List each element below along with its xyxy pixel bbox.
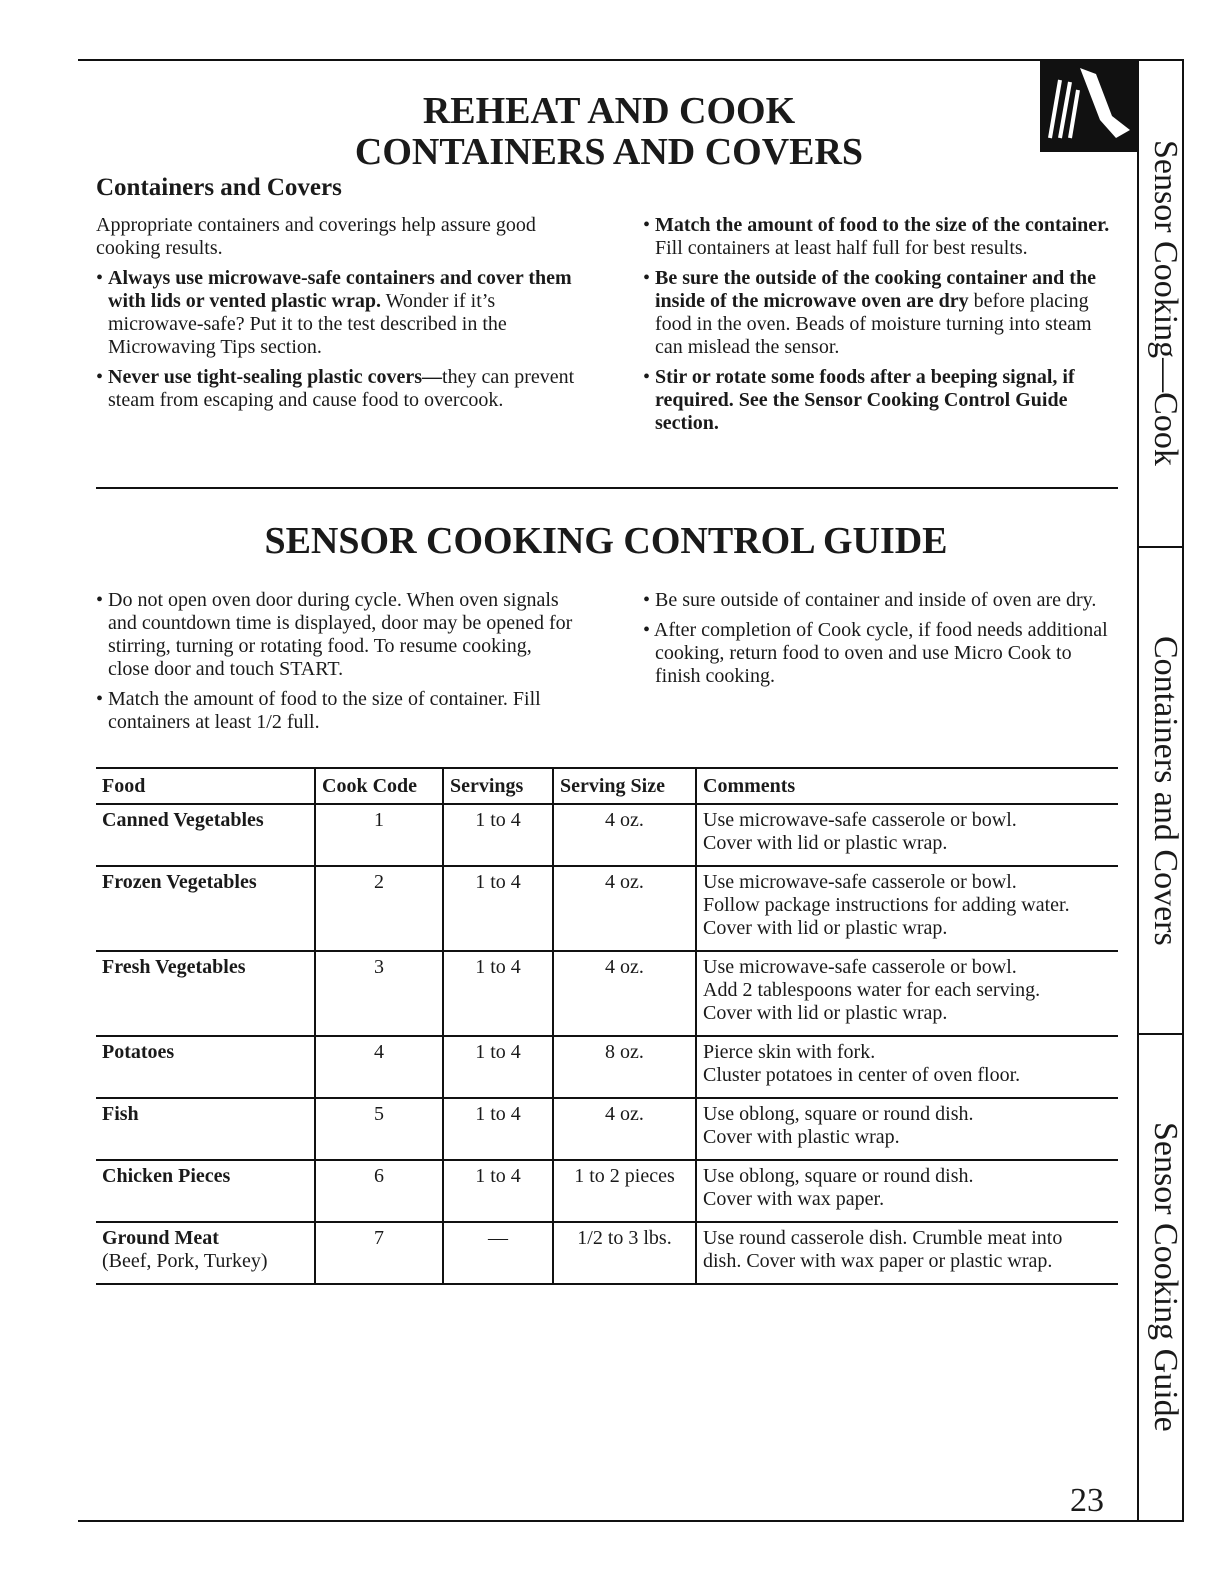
code-cell: 6 bbox=[315, 1160, 443, 1222]
comments-cell: Pierce skin with fork. Cluster potatoes in center of oven floor. bbox=[696, 1036, 1118, 1098]
guide-right-bullet-2: • After completion of Cook cycle, if food needs additional cooking, return food to oven and use Micro Cook to finish cooking. bbox=[643, 619, 1108, 687]
servings-cell: 1 to 4 bbox=[443, 804, 553, 866]
servings-cell: 1 to 4 bbox=[443, 951, 553, 1036]
sensor-guide-table bbox=[96, 767, 1118, 1285]
comments-cell: Use oblong, square or round dish. Cover with plastic wrap. bbox=[696, 1098, 1118, 1160]
servings-cell: 1 to 4 bbox=[443, 866, 553, 951]
right-bullet-2: • Be sure the outside of the cooking container and the inside of the microwave oven are dry before placing food in the oven. Beads of moisture turning into steam can mislead the sensor. bbox=[643, 267, 1096, 358]
header-comments: Comments bbox=[696, 768, 1118, 804]
guide-left-bullet-1: • Do not open oven door during cycle. When oven signals and countdown time is displayed, door may be opened for stirring, turning or rotating food. To resume cooking, close door and touch START. bbox=[96, 589, 573, 680]
servings-cell: 1 to 4 bbox=[443, 1036, 553, 1098]
table-row bbox=[96, 1160, 1118, 1222]
size-cell: 1/2 to 3 lbs. bbox=[553, 1222, 696, 1284]
guide-title: SENSOR COOKING CONTROL GUIDE bbox=[264, 520, 948, 562]
left-bullet-1: • Always use microwave-safe containers and cover them with lids or vented plastic wrap. Wonder if it’s microwave-safe? Put it to the test described in the Microwaving Tips section. bbox=[96, 267, 572, 358]
code-cell: 3 bbox=[315, 951, 443, 1036]
food-cell: Chicken Pieces bbox=[96, 1160, 315, 1222]
guide-right-column bbox=[643, 589, 1111, 695]
table-row bbox=[96, 1222, 1118, 1284]
size-cell: 4 oz. bbox=[553, 804, 696, 866]
header-food: Food bbox=[96, 768, 315, 804]
section-subheading: Containers and Covers bbox=[96, 174, 342, 201]
page-number: 23 bbox=[1070, 1482, 1104, 1519]
servings-cell: 1 to 4 bbox=[443, 1160, 553, 1222]
side-tab-sensor-guide: Sensor Cooking Guide bbox=[1147, 1122, 1184, 1432]
food-cell: Potatoes bbox=[96, 1036, 315, 1098]
code-cell: 7 bbox=[315, 1222, 443, 1284]
code-cell: 1 bbox=[315, 804, 443, 866]
comments-cell: Use microwave-safe casserole or bowl. Add 2 tablespoons water for each serving. Cover with lid or plastic wrap. bbox=[696, 951, 1118, 1036]
food-cell: Frozen Vegetables bbox=[96, 866, 315, 951]
right-bullet-3: • Stir or rotate some foods after a beeping signal, if required. See the Sensor Cooking Control Guide section. bbox=[643, 366, 1075, 434]
servings-cell: — bbox=[443, 1222, 553, 1284]
intro-text: Appropriate containers and coverings help assure good cooking results. bbox=[96, 214, 536, 259]
code-cell: 4 bbox=[315, 1036, 443, 1098]
table-header-row bbox=[96, 768, 1118, 804]
side-tab-divider-1 bbox=[1137, 546, 1184, 548]
size-cell: 4 oz. bbox=[553, 866, 696, 951]
header-serving-size: Serving Size bbox=[553, 768, 696, 804]
header-cook-code: Cook Code bbox=[315, 768, 443, 804]
table-row bbox=[96, 951, 1118, 1036]
side-tab-divider-2 bbox=[1137, 1033, 1184, 1035]
table-row bbox=[96, 1098, 1118, 1160]
containers-right-column bbox=[643, 214, 1111, 442]
comments-cell: Use microwave-safe casserole or bowl. Follow package instructions for adding water. Cover with lid or plastic wrap. bbox=[696, 866, 1118, 951]
table-row bbox=[96, 804, 1118, 866]
page-title-line2: CONTAINERS AND COVERS bbox=[354, 131, 864, 173]
guide-right-bullet-1: • Be sure outside of container and inside of oven are dry. bbox=[643, 589, 1097, 611]
food-cell: Canned Vegetables bbox=[96, 804, 315, 866]
comments-cell: Use microwave-safe casserole or bowl. Cover with lid or plastic wrap. bbox=[696, 804, 1118, 866]
table-row bbox=[96, 866, 1118, 951]
side-column-left-line bbox=[1137, 59, 1139, 1522]
size-cell: 1 to 2 pieces bbox=[553, 1160, 696, 1222]
top-rule bbox=[78, 59, 1184, 61]
size-cell: 8 oz. bbox=[553, 1036, 696, 1098]
containers-left-column bbox=[96, 214, 576, 419]
table-row bbox=[96, 1036, 1118, 1098]
size-cell: 4 oz. bbox=[553, 951, 696, 1036]
header-servings: Servings bbox=[443, 768, 553, 804]
side-tab-sensor-cook: Sensor Cooking—Cook bbox=[1147, 140, 1184, 466]
left-bullet-2: • Never use tight-sealing plastic covers—they can prevent steam from escaping and cause food to overcook. bbox=[96, 366, 575, 411]
food-cell: Ground Meat (Beef, Pork, Turkey) bbox=[96, 1222, 315, 1284]
food-cell: Fresh Vegetables bbox=[96, 951, 315, 1036]
hand-pointing-icon bbox=[1040, 60, 1138, 152]
section-divider bbox=[96, 487, 1118, 489]
guide-left-bullet-2: • Match the amount of food to the size of container. Fill containers at least 1/2 full. bbox=[96, 688, 541, 733]
code-cell: 2 bbox=[315, 866, 443, 951]
code-cell: 5 bbox=[315, 1098, 443, 1160]
page-title-line1: REHEAT AND COOK bbox=[422, 90, 796, 132]
guide-left-column bbox=[96, 589, 576, 741]
right-bullet-1: • Match the amount of food to the size of the container. Fill containers at least half full for best results. bbox=[643, 214, 1110, 259]
comments-cell: Use round casserole dish. Crumble meat into dish. Cover with wax paper or plastic wrap. bbox=[696, 1222, 1118, 1284]
side-tab-containers-covers: Containers and Covers bbox=[1147, 636, 1184, 946]
food-cell: Fish bbox=[96, 1098, 315, 1160]
bottom-rule bbox=[78, 1520, 1184, 1522]
size-cell: 4 oz. bbox=[553, 1098, 696, 1160]
comments-cell: Use oblong, square or round dish. Cover with wax paper. bbox=[696, 1160, 1118, 1222]
servings-cell: 1 to 4 bbox=[443, 1098, 553, 1160]
